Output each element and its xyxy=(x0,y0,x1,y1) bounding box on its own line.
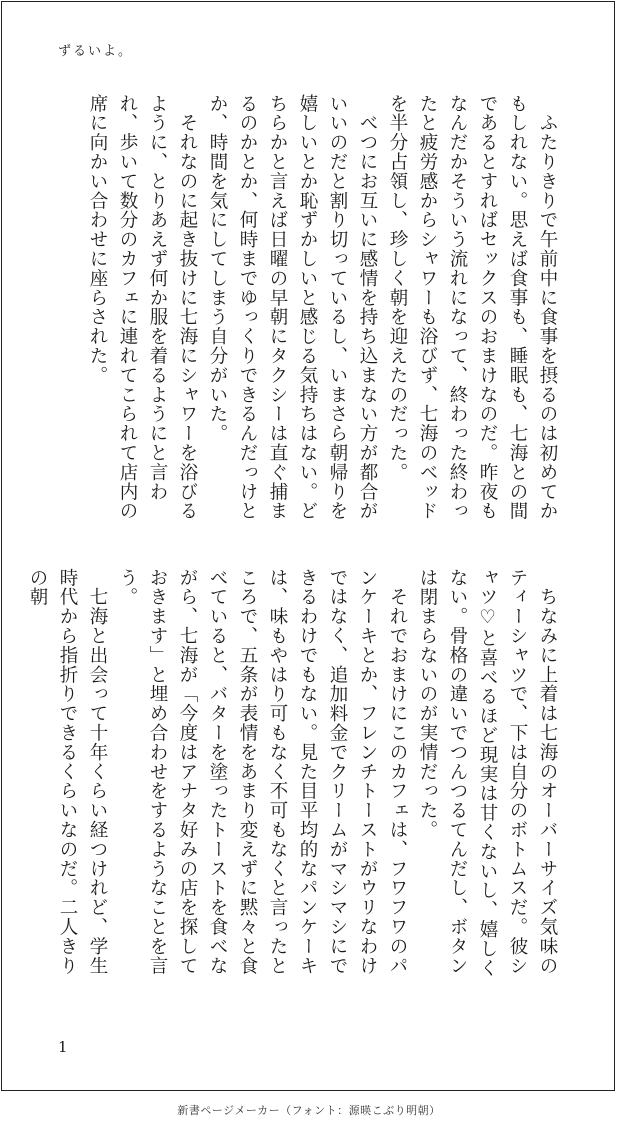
page xyxy=(1,1,615,1091)
chapter-heading: ずるいよ。 xyxy=(58,44,134,59)
text-block-top xyxy=(52,94,562,534)
footer-credit: 新書ページメーカー（フォント：源暎こぶり明朝） xyxy=(177,1104,441,1117)
page-number: 1 xyxy=(58,1038,68,1056)
paragraph: ちなみに上着は七海のオーバーサイズ気味のティーシャツで、下は自分のボトムスだ。彼シャツ♡と喜べるほど現実は甘くないし、嬉しくない。骨格の違いでつんつるてんだし、ボタンは閉まらないのが実情だった。 xyxy=(417,568,558,978)
paragraph: ふたりきりで午前中に食事を摂るのは初めてかもしれない。思えば食事も、睡眠も、七海との間であるとすればセックスのおまけなのだ。昨夜もなんだかそういう流れになって、終わった終わったと疲労感からシャワーも浴びず、七海のベッドを半分占領し、珍しく朝を迎えたのだった。 xyxy=(387,94,558,521)
paragraph: それなのに起き抜けに七海にシャワーを浴びるように、とりあえず何か服を着るようにと言われ、歩いて数分のカフェに連れてこられて店内の席に向かい合わせに座らされた。 xyxy=(87,94,198,521)
paragraph: べつにお互いに感情を持ち込まない方が都合がいいのだと割り切っているし、いまさら朝帰りを嬉しいとか恥ずかしいと感じる気持ちはない。どちらかと言えば日曜の早朝にタクシーは直ぐ捕まるのかとか、何時までゆっくりできるんだっけとか、時間を気にしてしまう自分がいた。 xyxy=(207,94,378,521)
paragraph: それでおまけにこのカフェは、フワフワのパンケーキとか、フレンチトーストがウリなわけではなく、追加料金でクリームがマシマシにできるわけでもない。見た目平均的なパンケーキは、味もやはり可もなく不可もなくと言ったところで、五条が表情をあまり変えずに黙々と食べていると、バターを塗ったトーストを食べながら、七海が「今度はアナタ好みの店を探しておきます」と埋め合わせをするようなことを言う。 xyxy=(117,568,408,976)
paragraph: 七海と出会って十年くらい経つけれど、学生時代から指折りできるくらいなのだ。二人きりの朝 xyxy=(27,568,108,976)
text-block-bottom xyxy=(27,568,562,988)
